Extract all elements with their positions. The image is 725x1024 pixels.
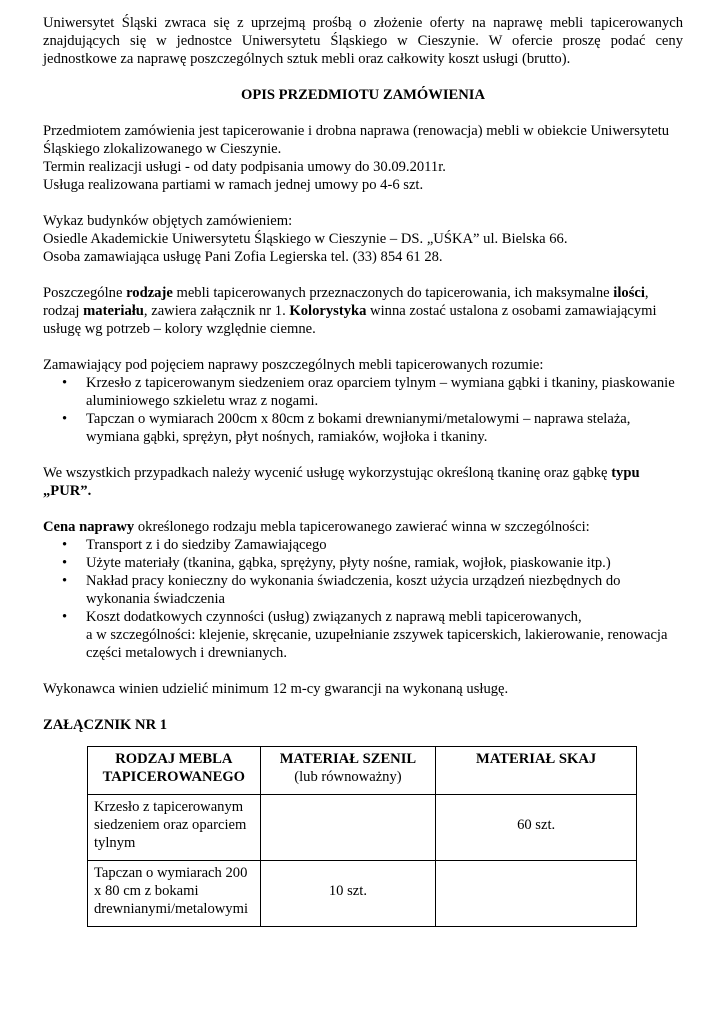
buildings-address: Osiedle Akademickie Uniwersytetu Śląskiego w Cieszynie – DS. „UŚKA” ul. Bielska 66.	[43, 231, 568, 247]
list-item: • Użyte materiały (tkanina, gąbka, sprężyny, płyty nośne, ramiak, wojłok, piaskowanie itp.)	[62, 555, 611, 571]
list-item: • Krzesło z tapicerowanym siedzeniem oraz oparciem tylnym – wymiana gąbki i tkaniny, piaskowanie aluminiowego szkieletu wraz z nogami.	[62, 375, 675, 409]
table-row	[88, 795, 637, 861]
header-szenil: MATERIAŁ SZENIL (lub równoważny)	[260, 747, 436, 795]
bullet-icon: •	[62, 555, 68, 571]
price-list	[43, 536, 683, 662]
repair-heading: Zamawiający pod pojęciem naprawy poszczególnych mebli tapicerowanych rozumie:	[43, 357, 544, 373]
bullet-icon: •	[62, 375, 68, 391]
cell-name: Krzesło z tapicerowanym siedzeniem oraz oparciem tylnym	[88, 795, 261, 861]
list-item: • Nakład pracy konieczny do wykonania świadczenia, koszt użycia urządzeń niezbędnych do wykonania świadczenia	[62, 573, 621, 607]
list-item: • Koszt dodatkowych czynności (usług) związanych z naprawą mebli tapicerowanych, a w szczególności: klejenie, skręcanie, uzupełnianie zszywek tapicerskich, lakierowanie, renowacja części metalowych i drewnianych.	[62, 609, 668, 661]
furniture-table	[87, 746, 637, 927]
table-header-row	[88, 747, 637, 795]
bullet-icon: •	[62, 537, 68, 553]
bullet-icon: •	[62, 411, 68, 427]
cell-szenil	[260, 795, 436, 861]
header-type: RODZAJ MEBLA TAPICEROWANEGO	[88, 747, 261, 795]
section-title: OPIS PRZEDMIOTU ZAMÓWIENIA	[240, 87, 486, 103]
details-paragraph: Poszczególne rodzaje mebli tapicerowanych przeznaczonych do tapicerowania, ich maksymalne ilości, rodzaj materiału, zawiera załącznik nr 1. Kolorystyka winna zostać ustalona z osobami zamawiającymi usługę wg potrzeb – kolory względnie ciemne.	[43, 285, 657, 337]
bullet-icon: •	[62, 573, 68, 589]
document-page	[43, 14, 683, 927]
annex-title: ZAŁĄCZNIK NR 1	[43, 717, 168, 733]
header-skaj: MATERIAŁ SKAJ	[436, 747, 637, 795]
price-heading: Cena naprawy określonego rodzaju mebla tapicerowanego zawierać winna w szczególności:	[43, 519, 590, 535]
list-item: • Transport z i do siedziby Zamawiającego	[62, 537, 327, 553]
subject-line-1: Przedmiotem zamówienia jest tapicerowanie i drobna naprawa (renowacja) mebli w obiekcie Uniwersytetu Śląskiego zlokalizowanego w Cieszynie.	[43, 123, 670, 157]
cell-skaj: 60 szt.	[436, 795, 637, 861]
buildings-label: Wykaz budynków objętych zamówieniem:	[43, 213, 293, 229]
cell-name: Tapczan o wymiarach 200 x 80 cm z bokami drewnianymi/metalowymi	[88, 861, 261, 927]
warranty-paragraph: Wykonawca winien udzielić minimum 12 m-cy gwarancji na wykonaną usługę.	[43, 681, 509, 697]
list-item: • Tapczan o wymiarach 200cm x 80cm z bokami drewnianymi/metalowymi – naprawa stelaża, wymiana gąbki, sprężyn, płyt nośnych, ramiaków, wojłoka i tkaniny.	[62, 411, 631, 445]
subject-line-3: Usługa realizowana partiami w ramach jednej umowy po 4-6 szt.	[43, 177, 424, 193]
subject-line-2: Termin realizacji usługi - od daty podpisania umowy do 30.09.2011r.	[43, 159, 446, 175]
bullet-icon: •	[62, 609, 68, 625]
fabric-paragraph: We wszystkich przypadkach należy wycenić usługę wykorzystując określoną tkaninę oraz gąbkę typu „PUR”.	[43, 465, 640, 499]
table-row	[88, 861, 637, 927]
cell-szenil: 10 szt.	[260, 861, 436, 927]
intro-paragraph: Uniwersytet Śląski zwraca się z uprzejmą prośbą o złożenie oferty na naprawę mebli tapicerowanych znajdujących się w jednostce Uniwersytetu Śląskiego w Cieszynie. W ofercie proszę podać ceny jednostkowe za naprawę poszczególnych sztuk mebli oraz całkowity koszt usługi (brutto).	[43, 15, 683, 67]
buildings-contact: Osoba zamawiająca usługę Pani Zofia Legierska tel. (33) 854 61 28.	[43, 249, 443, 265]
cell-skaj	[436, 861, 637, 927]
repair-list	[43, 374, 683, 446]
